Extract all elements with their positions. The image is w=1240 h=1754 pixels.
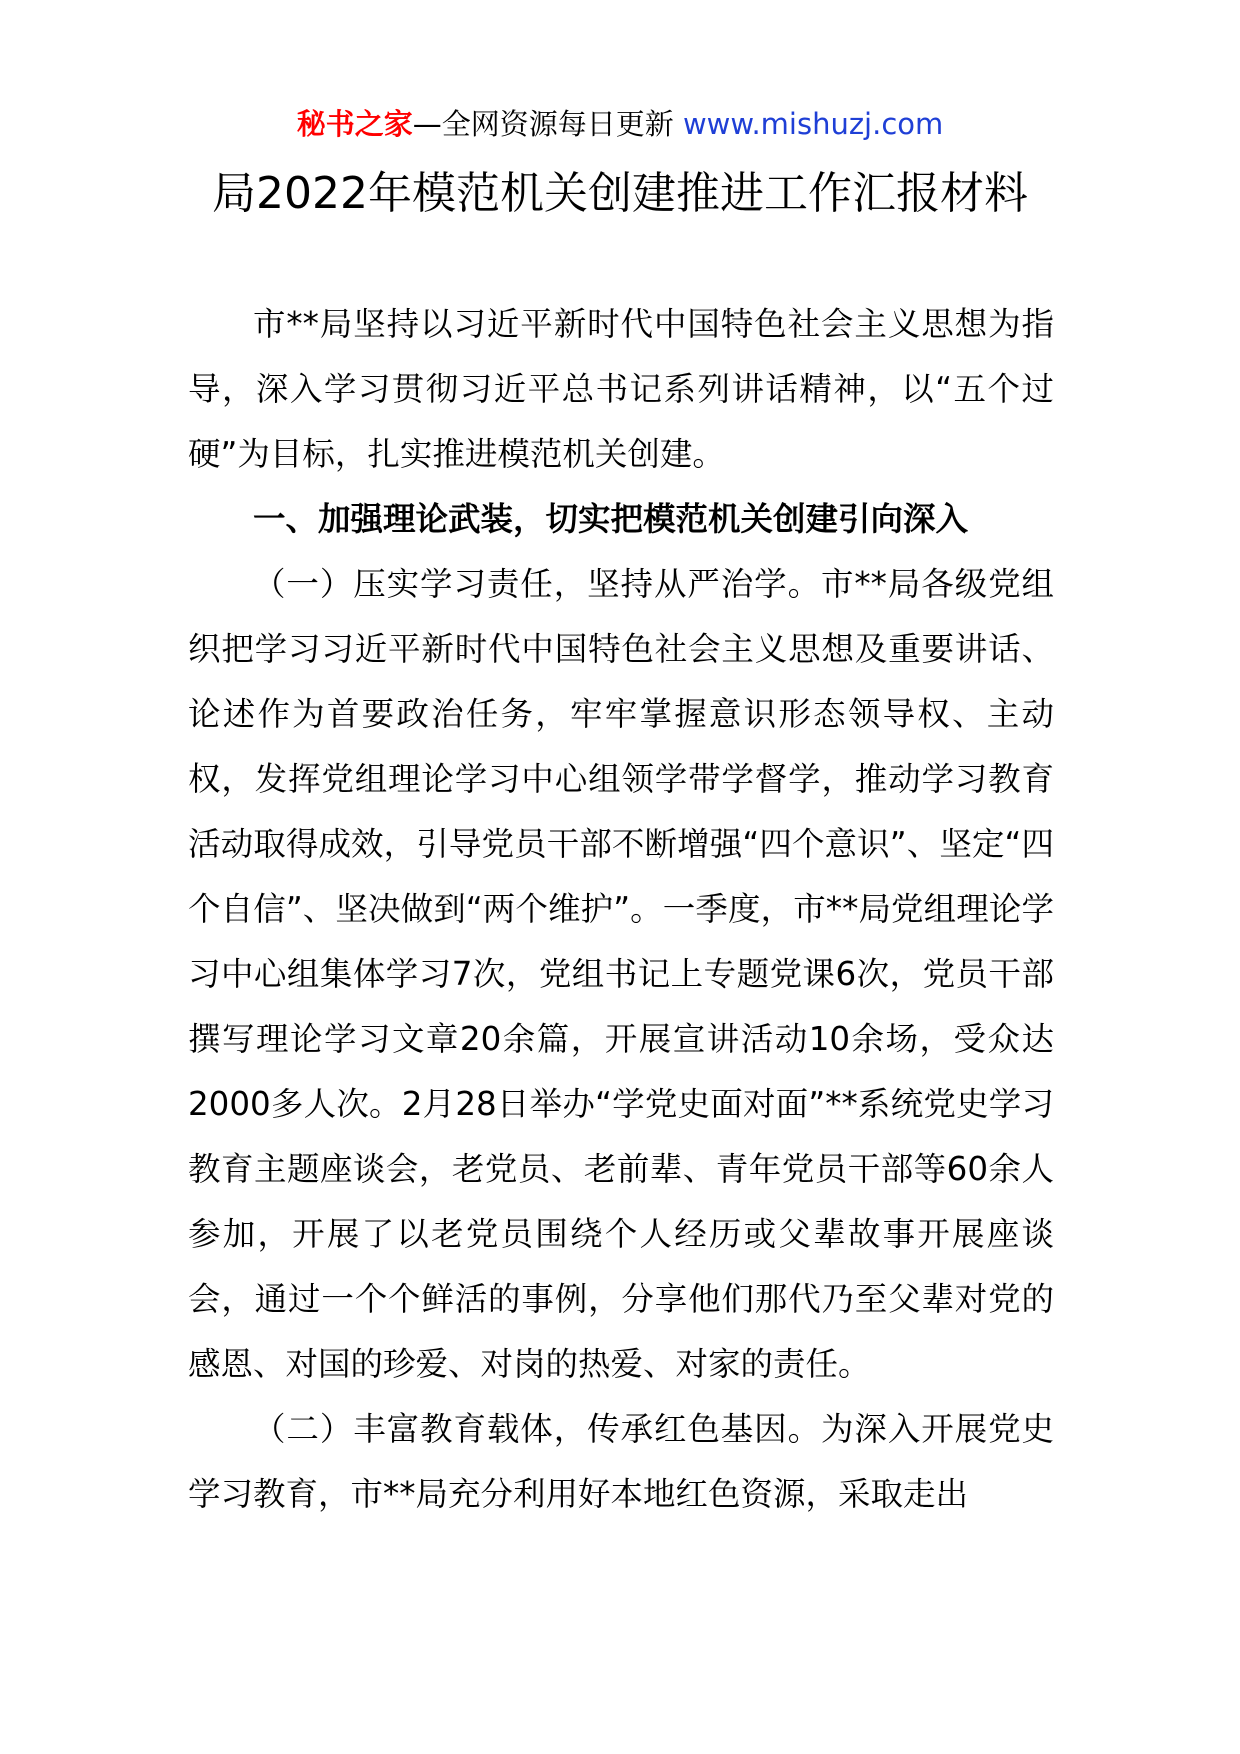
- document-body: [188, 292, 1054, 1527]
- site-url-link[interactable]: www.mishuzj.com: [682, 107, 944, 141]
- site-tagline: —全网资源每日更新: [412, 107, 683, 141]
- subsection-paragraph-2: （二）丰富教育载体，传承红色基因。为深入开展党史学习教育，市**局充分利用好本地红色资源，采取走出: [188, 1410, 1054, 1513]
- site-brand: 秘书之家: [296, 107, 413, 141]
- site-header: [0, 102, 1240, 146]
- document-title: 局2022年模范机关创建推进工作汇报材料: [212, 168, 1028, 219]
- section-heading-1: 一、加强理论武装，切实把模范机关创建引向深入: [253, 500, 969, 538]
- intro-paragraph: 市**局坚持以习近平新时代中国特色社会主义思想为指导，深入学习贯彻习近平总书记系列讲话精神，以“五个过硬”为目标，扎实推进模范机关创建。: [188, 305, 1054, 473]
- subsection-paragraph-1: （一）压实学习责任，坚持从严治学。市**局各级党组织把学习习近平新时代中国特色社会主义思想及重要讲话、论述作为首要政治任务，牢牢掌握意识形态领导权、主动权，发挥党组理论学习中心组领学带学督学，推动学习教育活动取得成效，引导党员干部不断增强“四个意识”、坚定“四个自信”、坚决做到“两个维护”。一季度，市**局党组理论学习中心组集体学习7次，党组书记上专题党课6次，党员干部撰写理论学习文章20余篇，开展宣讲活动10余场，受众达2000多人次。2月28日举办“学党史面对面”**系统党史学习教育主题座谈会，老党员、老前辈、青年党员干部等60余人参加，开展了以老党员围绕个人经历或父辈故事开展座谈会，通过一个个鲜活的事例，分享他们那代乃至父辈对党的感恩、对国的珍爱、对岗的热爱、对家的责任。: [188, 565, 1054, 1383]
